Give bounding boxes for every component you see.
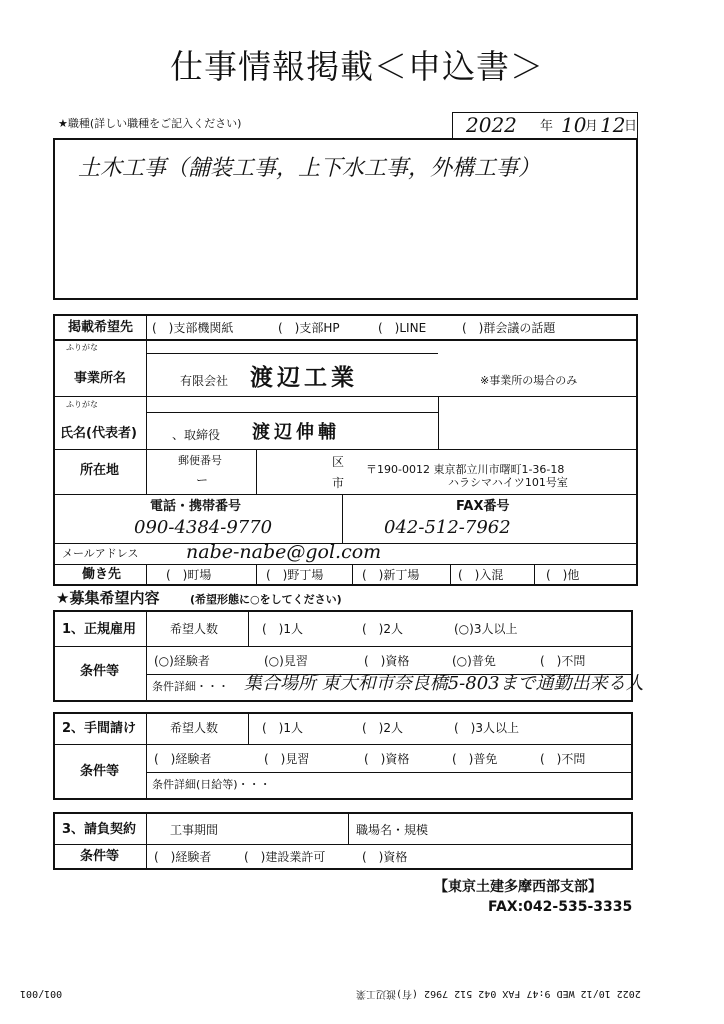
page-count-mark: 001/001 (20, 988, 63, 999)
s2-label: 2、手間請け (62, 721, 137, 736)
postal-dash: ー (196, 473, 209, 487)
s2-cond-apprentice: ( )見習 (264, 752, 310, 766)
s1-cond-label: 条件等 (80, 664, 120, 679)
footer-fax: FAX:042-535-3335 (488, 899, 633, 915)
s1-cond-apprentice: (○)見習 (264, 654, 308, 668)
s2-cond-driving: ( )普免 (452, 752, 498, 766)
workplace-opt-nochoba: ( )野丁場 (266, 568, 324, 582)
business-prefix: 有限会社 (180, 374, 229, 388)
s3-cond-exp: ( )経験者 (154, 850, 212, 864)
ward-label: 区 (332, 455, 345, 469)
rep-title: 、取締役 (172, 428, 221, 442)
s2-count-label: 希望人数 (170, 721, 219, 735)
publish-opt-hp: ( )支部HP (278, 321, 340, 335)
furigana-2: ふりがな (66, 400, 98, 409)
publish-opt-bulletin: ( )支部機関紙 (152, 321, 234, 335)
date-year-unit: 年 (540, 119, 554, 134)
address-label: 所在地 (80, 463, 120, 478)
s3-site-label: 職場名・規模 (356, 823, 429, 837)
business-note: ※事業所の場合のみ (480, 374, 578, 387)
s3-cond-license: ( )資格 (362, 850, 408, 864)
publish-opt-line: ( )LINE (378, 321, 427, 335)
workplace-opt-other: ( )他 (546, 568, 580, 582)
email-label: メールアドレス (62, 547, 139, 560)
date-month-unit: 月 (585, 119, 599, 134)
phone-label: 電話・携帯番号 (150, 499, 242, 514)
furigana-1: ふりがな (66, 343, 98, 352)
workplace-opt-machiba: ( )町場 (166, 568, 212, 582)
job-type-value: 土木工事（舗装工事，上下水工事，外構工事） (78, 156, 541, 181)
date-day-unit: 日 (624, 119, 638, 134)
s1-detail-label: 条件詳細・・・ (152, 680, 229, 693)
job-type-label: ★職種(詳しい職種をご記入ください) (58, 117, 242, 130)
section3-table (53, 812, 633, 870)
s1-count-label: 希望人数 (170, 622, 219, 636)
publish-label: 掲載希望先 (68, 320, 134, 335)
rep-name: 渡辺伸輔 (252, 422, 340, 443)
recruit-note: (希望形態に○をしてください) (190, 593, 342, 606)
s2-count-1: ( )1人 (262, 721, 303, 735)
s2-detail-label: 条件詳細(日給等)・・・ (152, 778, 271, 791)
publish-opt-meeting: ( )群会議の話題 (462, 321, 556, 335)
s2-cond-label: 条件等 (80, 764, 120, 779)
footer-org: 【東京土建多摩西部支部】 (434, 879, 602, 895)
s3-label: 3、請負契約 (62, 822, 137, 837)
s2-count-2: ( )2人 (362, 721, 403, 735)
fax-transmission-header: 2022 10/12 WED 9:47 FAX 042 512 7962 (有)渡辺工業 (356, 988, 641, 999)
s3-cond-permit: ( )建設業許可 (244, 850, 326, 864)
fax-value: 042-512-7962 (384, 517, 511, 538)
s1-detail-value: 集合場所 東大和市奈良橋5-803まで通勤出来る人 (244, 673, 644, 694)
address-line2: ハラシマハイツ101号室 (448, 476, 568, 489)
s1-cond-any: ( )不問 (540, 654, 586, 668)
s1-cond-license: ( )資格 (364, 654, 410, 668)
date-day: 12 (600, 113, 626, 137)
s1-cond-exp: (○)経験者 (154, 654, 210, 668)
s2-cond-exp: ( )経験者 (154, 752, 212, 766)
s3-period-label: 工事期間 (170, 823, 219, 837)
email-value: nabe-nabe@gol.com (186, 541, 382, 563)
fax-label: FAX番号 (456, 499, 510, 514)
s2-cond-any: ( )不問 (540, 752, 586, 766)
s1-cond-driving: (○)普免 (452, 654, 496, 668)
page-title: 仕事情報掲載＜申込書＞ (170, 47, 544, 86)
s2-count-3: ( )3人以上 (454, 721, 519, 735)
s3-cond-label: 条件等 (80, 849, 120, 864)
rep-label: 氏名(代表者) (60, 426, 137, 441)
recruit-heading: ★募集希望内容 (56, 589, 160, 607)
s1-count-2: ( )2人 (362, 622, 403, 636)
business-label: 事業所名 (74, 371, 127, 386)
s2-cond-license: ( )資格 (364, 752, 410, 766)
date-year: 2022 (466, 113, 517, 137)
date-month: 10 (561, 113, 587, 137)
s1-label: 1、正規雇用 (62, 622, 137, 637)
s1-count-1: ( )1人 (262, 622, 303, 636)
workplace-label: 働き先 (82, 567, 122, 582)
phone-value: 090-4384-9770 (134, 517, 273, 538)
s1-count-3: (○)3人以上 (454, 622, 518, 636)
postal-label: 郵便番号 (178, 454, 222, 467)
address-line1: 〒190-0012 東京都立川市曙町1-36-18 (366, 463, 565, 476)
business-name: 渡辺工業 (250, 364, 358, 391)
workplace-opt-irikon: ( )入混 (458, 568, 504, 582)
workplace-opt-shinchoba: ( )新丁場 (362, 568, 420, 582)
city-label: 市 (332, 476, 345, 490)
